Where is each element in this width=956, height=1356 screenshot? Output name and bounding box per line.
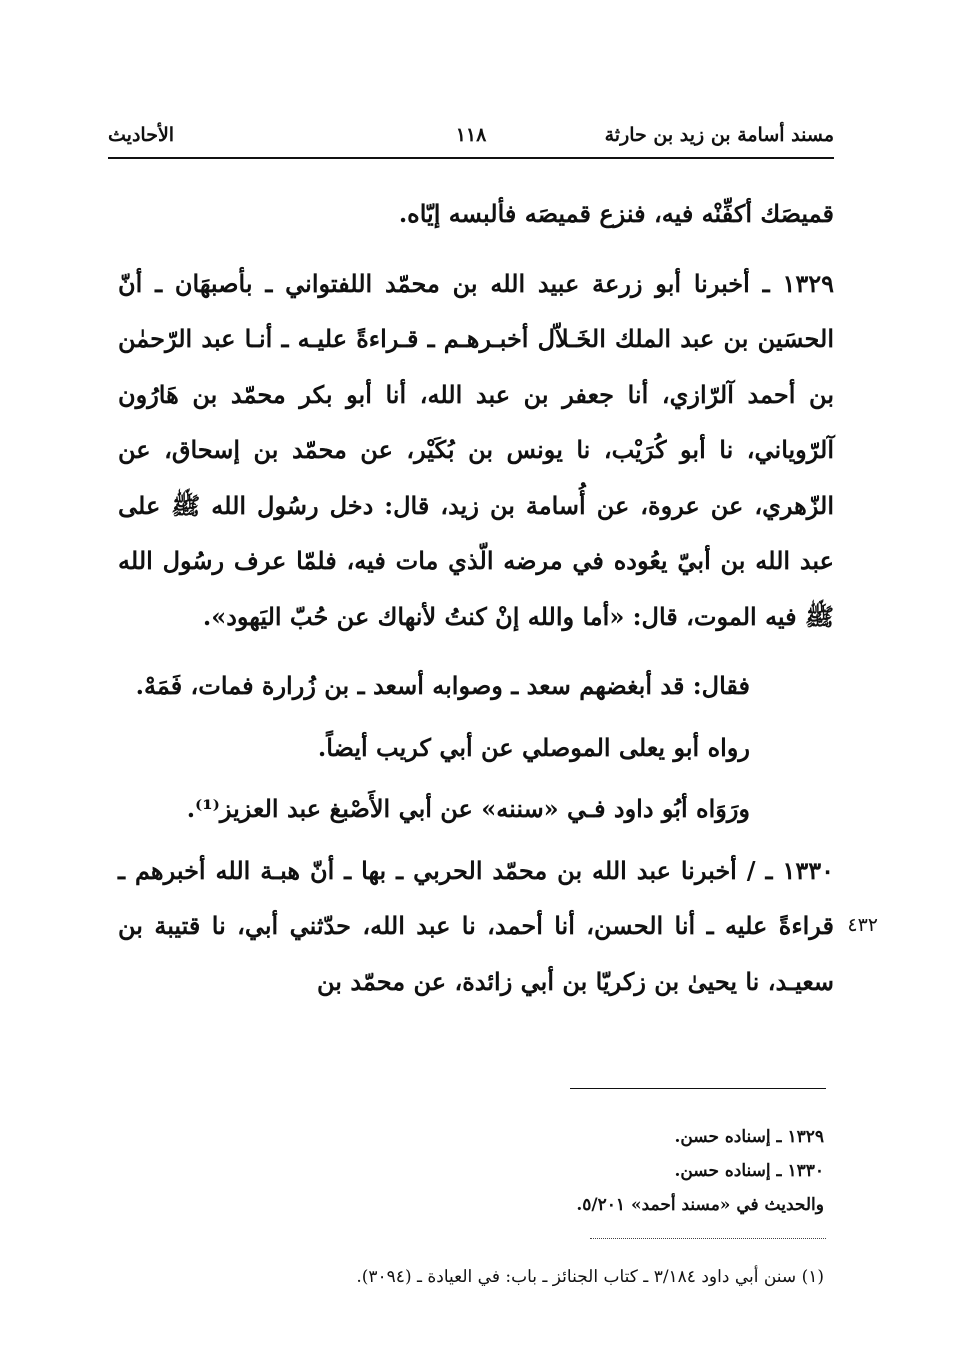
hadith-1329: ١٣٢٩ ـ أخبرنا أبو زرعة عبيد الله بن محمّد اللفتواني ـ بأصبهَان ـ أنّ الحسَين بن عبد الملك الخَـلاّل أخبـرهـم ـ قـراءةً عليـه ـ أنـا عبد الرّحمٰن بن أحمد آلرّازي، أنا جعفر بن عبد الله، أنا أبو بكر محمّد بن هَارُون آلرّوياني، نا أبو كُرَيْب، نا يونس بن بُكَيْر، عن محمّد بن إسحاق، عن الزّهري، عن عروة، عن أُسامة بن زيد، قال: دخل رسُول الله ﷺ على عبد الله بن أبيّ يعُوده في مرضه الّذي مات فيه، فلمّا عرف رسُول الله ﷺ فيه الموت، قال: «أما والله إنْ كنتُ لأنهاك عن حُبّ اليَهود». <box>118 268 834 631</box>
manuscript-folio-ref: ٤٣٢ <box>847 914 878 936</box>
commentary-paragraph: فقال: قد أبغضهم سعد ـ وصوابه أسعد ـ بن زُرارة فمات، فَمَهْ. <box>135 671 750 700</box>
continuation-line: قميصَك أكفِّنْه فيه، فنزع قميصَه فألبسه إيّاه. <box>398 199 834 228</box>
narration-note-abu-yala: رواه أبو يعلى الموصلي عن أبي كريب أيضاً. <box>317 732 750 762</box>
page-number: ١١٨ <box>455 124 487 146</box>
header-book-title: مسند أسامة بن زيد بن حارثة <box>604 124 834 146</box>
note-1330-source: والحديث في «مسند أحمد» ٥/٢٠١. <box>576 1195 824 1215</box>
note-1330: ١٣٣٠ ـ إسناده حسن. <box>674 1161 824 1181</box>
narration-note-abu-dawud: ورَوَاه أبُو داود فـي «سننه» عن أبي الأَصْبغ عبد العزيز⁽¹⁾. <box>186 794 750 823</box>
header-divider <box>108 157 834 159</box>
footnote-divider <box>590 1238 826 1239</box>
editor-notes <box>224 1120 824 1222</box>
header-section-title: الأحاديث <box>108 124 175 146</box>
note-1329: ١٣٢٩ ـ إسناده حسن. <box>674 1127 824 1147</box>
hadith-1330: ١٣٣٠ ـ / أخبرنا عبد الله بن محمّد الحربي ـ بها ـ أنّ هبـة الله أخبرهم ـ قراءةً عليه ـ أنا الحسن، أنا أحمد، نا عبد الله، حدّثني أبي، نا قتيبة بن سعيـد، نا يحيىٰ بن زكريّا بن أبي زائدة، عن محمّد بن <box>118 855 834 996</box>
main-text <box>118 186 834 1009</box>
notes-divider <box>570 1088 826 1089</box>
running-header <box>108 118 834 158</box>
footnote: (١) سنن أبي داود ٣/١٨٤ ـ كتاب الجنائز ـ باب: في العيادة ـ (٣٠٩٤). <box>356 1267 824 1287</box>
